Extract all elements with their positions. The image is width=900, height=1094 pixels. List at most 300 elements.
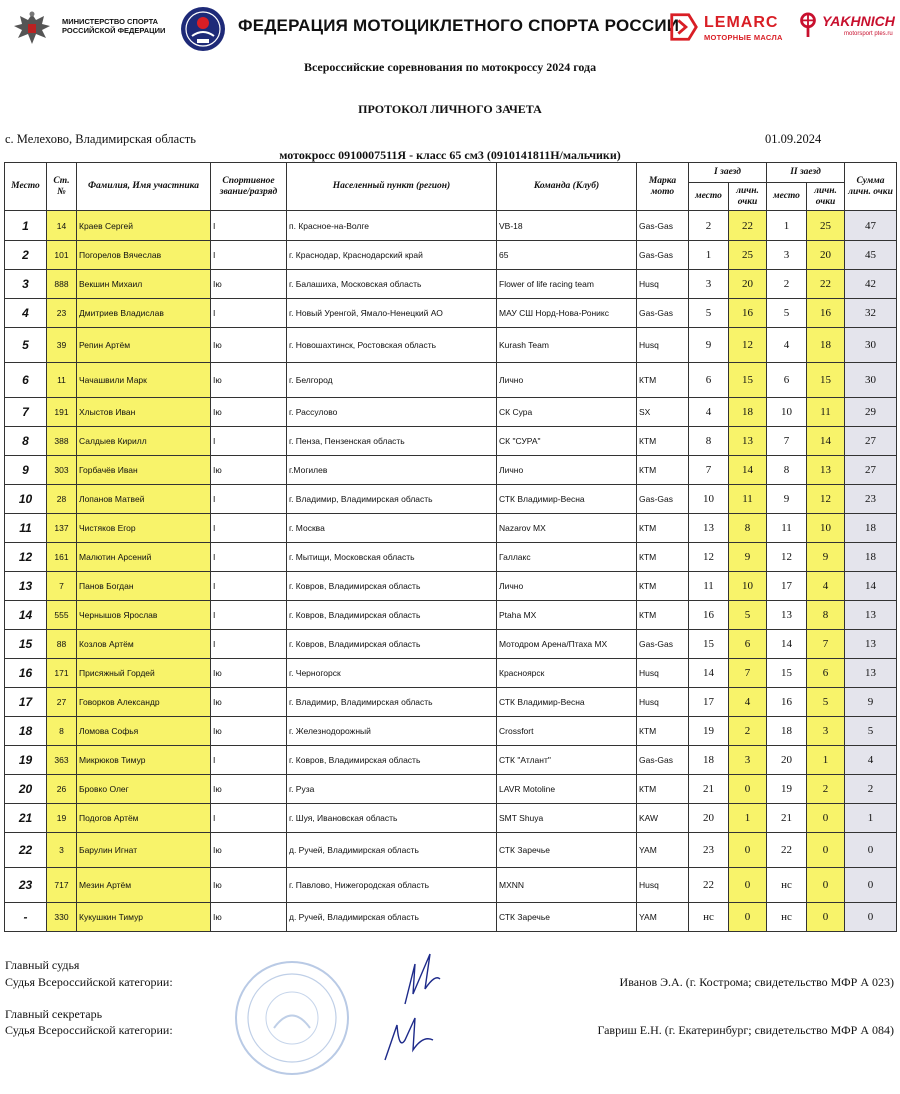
table-row	[5, 363, 897, 398]
table-row	[5, 804, 897, 833]
row-number: 11	[47, 363, 77, 398]
table-row	[5, 659, 897, 688]
row-rank: Ію	[211, 868, 287, 903]
row-city: г. Новошахтинск, Ростовская область	[287, 328, 497, 363]
row-city: г. Ковров, Владимирская область	[287, 630, 497, 659]
row-heat1-points: 10	[729, 572, 767, 601]
row-name: Ломова Софья	[77, 717, 211, 746]
row-city: г.Могилев	[287, 456, 497, 485]
row-city: г. Владимир, Владимирская область	[287, 688, 497, 717]
row-heat1-points: 0	[729, 903, 767, 932]
row-place: 5	[5, 328, 47, 363]
row-brand: КТМ	[637, 427, 689, 456]
row-number: 28	[47, 485, 77, 514]
row-brand: Husq	[637, 688, 689, 717]
row-city: г. Москва	[287, 514, 497, 543]
row-heat2-place: 7	[767, 427, 807, 456]
lemarc-name: LEMARC	[704, 14, 779, 31]
row-heat2-place: нс	[767, 903, 807, 932]
row-name: Чистяков Егор	[77, 514, 211, 543]
row-heat2-place: 18	[767, 717, 807, 746]
row-heat2-points: 0	[807, 903, 845, 932]
row-total: 13	[845, 659, 897, 688]
row-heat1-place: 6	[689, 363, 729, 398]
table-row	[5, 485, 897, 514]
row-heat1-place: 16	[689, 601, 729, 630]
header-heat1-place: место	[689, 183, 729, 211]
row-brand: Gas-Gas	[637, 241, 689, 270]
row-number: 88	[47, 630, 77, 659]
row-heat1-points: 0	[729, 868, 767, 903]
table-row	[5, 746, 897, 775]
row-number: 7	[47, 572, 77, 601]
row-heat1-points: 8	[729, 514, 767, 543]
row-heat2-place: 19	[767, 775, 807, 804]
row-team: Галлакс	[497, 543, 637, 572]
row-name: Хлыстов Иван	[77, 398, 211, 427]
row-heat2-place: 14	[767, 630, 807, 659]
row-city: г. Ковров, Владимирская область	[287, 601, 497, 630]
row-brand: КТМ	[637, 456, 689, 485]
row-heat1-place: 20	[689, 804, 729, 833]
row-brand: КТМ	[637, 363, 689, 398]
results-table	[4, 162, 897, 932]
row-city: г. Ковров, Владимирская область	[287, 572, 497, 601]
row-name: Погорелов Вячеслав	[77, 241, 211, 270]
row-heat1-points: 4	[729, 688, 767, 717]
row-team: СК "СУРА"	[497, 427, 637, 456]
row-heat1-place: 10	[689, 485, 729, 514]
row-name: Векшин Михаил	[77, 270, 211, 299]
yakhnich-name: YAKHNICH	[822, 13, 895, 29]
table-row	[5, 601, 897, 630]
row-number: 161	[47, 543, 77, 572]
row-total: 27	[845, 456, 897, 485]
row-heat1-place: 23	[689, 833, 729, 868]
table-row	[5, 299, 897, 328]
row-place: 12	[5, 543, 47, 572]
row-heat2-place: 17	[767, 572, 807, 601]
class-line: мотокросс 0910007511Я - класс 65 см3 (0910141811Н/мальчики)	[279, 148, 621, 162]
row-brand: Gas-Gas	[637, 211, 689, 241]
chief-judge-category: Судья Всероссийской категории:	[5, 975, 173, 989]
row-team: Flower of life racing team	[497, 270, 637, 299]
row-city: г. Рассулово	[287, 398, 497, 427]
row-name: Панов Богдан	[77, 572, 211, 601]
row-heat2-points: 12	[807, 485, 845, 514]
row-heat1-place: 15	[689, 630, 729, 659]
row-heat2-points: 11	[807, 398, 845, 427]
row-brand: KAW	[637, 804, 689, 833]
row-brand: Gas-Gas	[637, 485, 689, 514]
row-number: 39	[47, 328, 77, 363]
row-place: 22	[5, 833, 47, 868]
row-place: 8	[5, 427, 47, 456]
row-heat1-place: 9	[689, 328, 729, 363]
row-rank: I	[211, 514, 287, 543]
row-team: LAVR Motoline	[497, 775, 637, 804]
row-total: 1	[845, 804, 897, 833]
row-heat1-points: 9	[729, 543, 767, 572]
row-place: 13	[5, 572, 47, 601]
row-heat2-place: 6	[767, 363, 807, 398]
row-rank: I	[211, 299, 287, 328]
row-heat2-points: 0	[807, 833, 845, 868]
row-total: 30	[845, 363, 897, 398]
row-brand: YAM	[637, 833, 689, 868]
row-place: 7	[5, 398, 47, 427]
row-brand: Gas-Gas	[637, 630, 689, 659]
row-heat2-points: 7	[807, 630, 845, 659]
row-heat1-place: 5	[689, 299, 729, 328]
row-heat2-points: 10	[807, 514, 845, 543]
row-rank: I	[211, 543, 287, 572]
row-team: MXNN	[497, 868, 637, 903]
row-total: 18	[845, 514, 897, 543]
row-city: г. Новый Уренгой, Ямало-Ненецкий АО	[287, 299, 497, 328]
row-number: 26	[47, 775, 77, 804]
row-name: Дмитриев Владислав	[77, 299, 211, 328]
row-rank: I	[211, 211, 287, 241]
row-total: 42	[845, 270, 897, 299]
federation-title: ФЕДЕРАЦИЯ МОТОЦИКЛЕТНОГО СПОРТА РОССИИ	[238, 16, 680, 35]
event-date: 01.09.2024	[765, 132, 822, 146]
row-place: 21	[5, 804, 47, 833]
row-brand: YAM	[637, 903, 689, 932]
row-team: Красноярск	[497, 659, 637, 688]
row-number: 191	[47, 398, 77, 427]
row-heat2-points: 6	[807, 659, 845, 688]
row-number: 388	[47, 427, 77, 456]
row-total: 47	[845, 211, 897, 241]
header-heat1-points: личн. очки	[729, 183, 767, 211]
row-team: СТК Заречье	[497, 903, 637, 932]
row-total: 32	[845, 299, 897, 328]
row-total: 14	[845, 572, 897, 601]
row-heat2-points: 25	[807, 211, 845, 241]
row-total: 0	[845, 868, 897, 903]
row-city: г. Черногорск	[287, 659, 497, 688]
row-heat1-place: 22	[689, 868, 729, 903]
header-place: Место	[5, 163, 47, 211]
row-city: г. Владимир, Владимирская область	[287, 485, 497, 514]
signature-icon	[375, 1010, 445, 1070]
row-city: г. Мытищи, Московская область	[287, 543, 497, 572]
row-place: 16	[5, 659, 47, 688]
row-name: Лопанов Матвей	[77, 485, 211, 514]
row-brand: Husq	[637, 868, 689, 903]
row-heat1-place: 21	[689, 775, 729, 804]
row-heat2-place: 13	[767, 601, 807, 630]
row-heat1-points: 0	[729, 833, 767, 868]
row-brand: КТМ	[637, 572, 689, 601]
row-total: 0	[845, 903, 897, 932]
signature-icon	[385, 944, 455, 1014]
row-place: 14	[5, 601, 47, 630]
row-total: 13	[845, 601, 897, 630]
row-rank: I	[211, 746, 287, 775]
row-team: СТК Владимир-Весна	[497, 688, 637, 717]
row-heat1-place: 17	[689, 688, 729, 717]
row-heat2-place: 8	[767, 456, 807, 485]
table-row	[5, 211, 897, 241]
row-heat1-points: 12	[729, 328, 767, 363]
table-row	[5, 543, 897, 572]
row-number: 171	[47, 659, 77, 688]
table-row	[5, 328, 897, 363]
row-total: 4	[845, 746, 897, 775]
row-place: 18	[5, 717, 47, 746]
row-heat2-place: 2	[767, 270, 807, 299]
row-place: 15	[5, 630, 47, 659]
row-city: п. Красное-на-Волге	[287, 211, 497, 241]
header-number: Ст. №	[47, 163, 77, 211]
lemarc-subtitle: МОТОРНЫЕ МАСЛА	[704, 33, 783, 42]
row-name: Малютин Арсений	[77, 543, 211, 572]
row-heat2-points: 18	[807, 328, 845, 363]
row-name: Кукушкин Тимур	[77, 903, 211, 932]
row-heat2-points: 0	[807, 804, 845, 833]
row-heat2-place: 3	[767, 241, 807, 270]
row-name: Микрюков Тимур	[77, 746, 211, 775]
row-rank: Ію	[211, 270, 287, 299]
row-heat2-points: 4	[807, 572, 845, 601]
chief-secretary-category: Судья Всероссийской категории:	[5, 1023, 173, 1037]
row-heat2-points: 5	[807, 688, 845, 717]
row-heat2-points: 16	[807, 299, 845, 328]
row-team: SMT Shuya	[497, 804, 637, 833]
table-row	[5, 833, 897, 868]
results-body	[5, 211, 897, 932]
row-city: г. Павлово, Нижегородская область	[287, 868, 497, 903]
header-brand: Марка мото	[637, 163, 689, 211]
row-name: Барулин Игнат	[77, 833, 211, 868]
row-brand: КТМ	[637, 514, 689, 543]
row-number: 8	[47, 717, 77, 746]
event-location: с. Мелехово, Владимирская область	[5, 132, 196, 146]
row-brand: Husq	[637, 659, 689, 688]
table-row	[5, 456, 897, 485]
row-heat2-points: 2	[807, 775, 845, 804]
row-brand: КТМ	[637, 775, 689, 804]
row-name: Горбачёв Иван	[77, 456, 211, 485]
row-team: СТК Владимир-Весна	[497, 485, 637, 514]
row-heat1-points: 20	[729, 270, 767, 299]
row-city: д. Ручей, Владимирская область	[287, 903, 497, 932]
row-heat1-place: 2	[689, 211, 729, 241]
row-heat2-place: 11	[767, 514, 807, 543]
row-heat1-points: 7	[729, 659, 767, 688]
row-heat1-place: 13	[689, 514, 729, 543]
row-total: 30	[845, 328, 897, 363]
row-number: 137	[47, 514, 77, 543]
row-rank: I	[211, 241, 287, 270]
row-name: Мезин Артём	[77, 868, 211, 903]
row-heat1-place: 8	[689, 427, 729, 456]
row-place: -	[5, 903, 47, 932]
row-brand: КТМ	[637, 601, 689, 630]
row-heat2-points: 20	[807, 241, 845, 270]
table-row	[5, 775, 897, 804]
row-city: г. Железнодорожный	[287, 717, 497, 746]
row-heat2-points: 15	[807, 363, 845, 398]
row-place: 23	[5, 868, 47, 903]
row-heat1-place: нс	[689, 903, 729, 932]
row-team: Лично	[497, 456, 637, 485]
header-heat1: I заезд	[689, 163, 767, 183]
yakhnich-logo-icon	[796, 10, 820, 40]
row-heat1-points: 16	[729, 299, 767, 328]
row-rank: Ію	[211, 328, 287, 363]
row-total: 5	[845, 717, 897, 746]
row-heat1-place: 12	[689, 543, 729, 572]
table-row	[5, 514, 897, 543]
row-number: 555	[47, 601, 77, 630]
row-rank: I	[211, 630, 287, 659]
row-team: СТК Заречье	[497, 833, 637, 868]
row-heat1-points: 5	[729, 601, 767, 630]
row-team: Лично	[497, 572, 637, 601]
row-name: Присяжный Гордей	[77, 659, 211, 688]
row-heat1-points: 2	[729, 717, 767, 746]
row-brand: Husq	[637, 328, 689, 363]
row-heat2-place: 21	[767, 804, 807, 833]
row-heat1-points: 6	[729, 630, 767, 659]
row-heat2-place: 16	[767, 688, 807, 717]
row-team: Kurash Team	[497, 328, 637, 363]
row-team: СК Сура	[497, 398, 637, 427]
row-heat1-points: 3	[729, 746, 767, 775]
row-total: 27	[845, 427, 897, 456]
event-title: Всероссийские соревнования по мотокроссу 2024 года	[303, 60, 597, 74]
yakhnich-subtitle: motorsport ptes.ru	[844, 31, 893, 37]
row-heat2-place: 12	[767, 543, 807, 572]
ministry-name: МИНИСТЕРСТВО СПОРТА РОССИЙСКОЙ ФЕДЕРАЦИИ	[62, 17, 166, 35]
row-name: Салдыев Кирилл	[77, 427, 211, 456]
yakhnich-logo	[796, 10, 896, 46]
row-heat2-points: 14	[807, 427, 845, 456]
row-heat2-place: нс	[767, 868, 807, 903]
row-total: 9	[845, 688, 897, 717]
row-rank: I	[211, 572, 287, 601]
header-city: Населенный пункт (регион)	[287, 163, 497, 211]
row-rank: Ію	[211, 659, 287, 688]
row-heat2-place: 15	[767, 659, 807, 688]
row-total: 18	[845, 543, 897, 572]
header-heat2: II заезд	[767, 163, 845, 183]
row-number: 303	[47, 456, 77, 485]
row-heat2-place: 20	[767, 746, 807, 775]
row-total: 45	[845, 241, 897, 270]
page-header	[0, 0, 900, 60]
header-total: Сумма личн. очки	[845, 163, 897, 211]
row-heat1-points: 25	[729, 241, 767, 270]
row-number: 101	[47, 241, 77, 270]
row-team: МАУ СШ Норд-Нова-Роникс	[497, 299, 637, 328]
row-name: Чачашвили Марк	[77, 363, 211, 398]
row-heat1-place: 19	[689, 717, 729, 746]
row-city: г. Ковров, Владимирская область	[287, 746, 497, 775]
row-place: 11	[5, 514, 47, 543]
table-row	[5, 868, 897, 903]
row-heat1-place: 18	[689, 746, 729, 775]
row-city: г. Шуя, Ивановская область	[287, 804, 497, 833]
table-row	[5, 688, 897, 717]
row-rank: Ію	[211, 688, 287, 717]
row-team: VB-18	[497, 211, 637, 241]
row-team: Ptaha MX	[497, 601, 637, 630]
row-heat1-place: 11	[689, 572, 729, 601]
row-city: г. Пенза, Пензенская область	[287, 427, 497, 456]
row-number: 888	[47, 270, 77, 299]
header-rank: Спортивное звание/разряд	[211, 163, 287, 211]
row-place: 2	[5, 241, 47, 270]
header-team: Команда (Клуб)	[497, 163, 637, 211]
row-heat2-place: 22	[767, 833, 807, 868]
row-name: Чернышов Ярослав	[77, 601, 211, 630]
row-heat2-points: 13	[807, 456, 845, 485]
row-number: 363	[47, 746, 77, 775]
row-number: 23	[47, 299, 77, 328]
row-heat1-points: 18	[729, 398, 767, 427]
row-rank: Ію	[211, 717, 287, 746]
row-number: 330	[47, 903, 77, 932]
row-place: 3	[5, 270, 47, 299]
row-name: Козлов Артём	[77, 630, 211, 659]
table-row	[5, 427, 897, 456]
header-heat2-place: место	[767, 183, 807, 211]
row-heat2-points: 3	[807, 717, 845, 746]
header-heat2-points: личн. очки	[807, 183, 845, 211]
row-place: 4	[5, 299, 47, 328]
row-heat2-points: 1	[807, 746, 845, 775]
row-rank: Ію	[211, 456, 287, 485]
row-rank: Ію	[211, 363, 287, 398]
row-place: 20	[5, 775, 47, 804]
row-number: 717	[47, 868, 77, 903]
row-heat1-place: 3	[689, 270, 729, 299]
row-heat2-points: 9	[807, 543, 845, 572]
row-rank: Ію	[211, 833, 287, 868]
row-heat1-place: 1	[689, 241, 729, 270]
row-name: Подогов Артём	[77, 804, 211, 833]
row-heat2-place: 1	[767, 211, 807, 241]
row-heat2-points: 0	[807, 868, 845, 903]
row-city: г. Руза	[287, 775, 497, 804]
mfr-logo-icon	[180, 6, 226, 52]
row-total: 2	[845, 775, 897, 804]
row-rank: Ію	[211, 903, 287, 932]
table-row	[5, 903, 897, 932]
row-total: 29	[845, 398, 897, 427]
row-place: 9	[5, 456, 47, 485]
row-heat2-place: 10	[767, 398, 807, 427]
row-rank: I	[211, 601, 287, 630]
row-team: 65	[497, 241, 637, 270]
lemarc-logo	[668, 10, 786, 46]
row-heat1-points: 15	[729, 363, 767, 398]
row-heat1-points: 0	[729, 775, 767, 804]
header-name: Фамилия, Имя участника	[77, 163, 211, 211]
table-row	[5, 241, 897, 270]
row-brand: Gas-Gas	[637, 746, 689, 775]
row-city: г. Белгород	[287, 363, 497, 398]
row-city: г. Балашиха, Московская область	[287, 270, 497, 299]
row-brand: КТМ	[637, 543, 689, 572]
row-place: 19	[5, 746, 47, 775]
chief-judge-title: Главный судья	[5, 958, 80, 972]
row-rank: I	[211, 485, 287, 514]
